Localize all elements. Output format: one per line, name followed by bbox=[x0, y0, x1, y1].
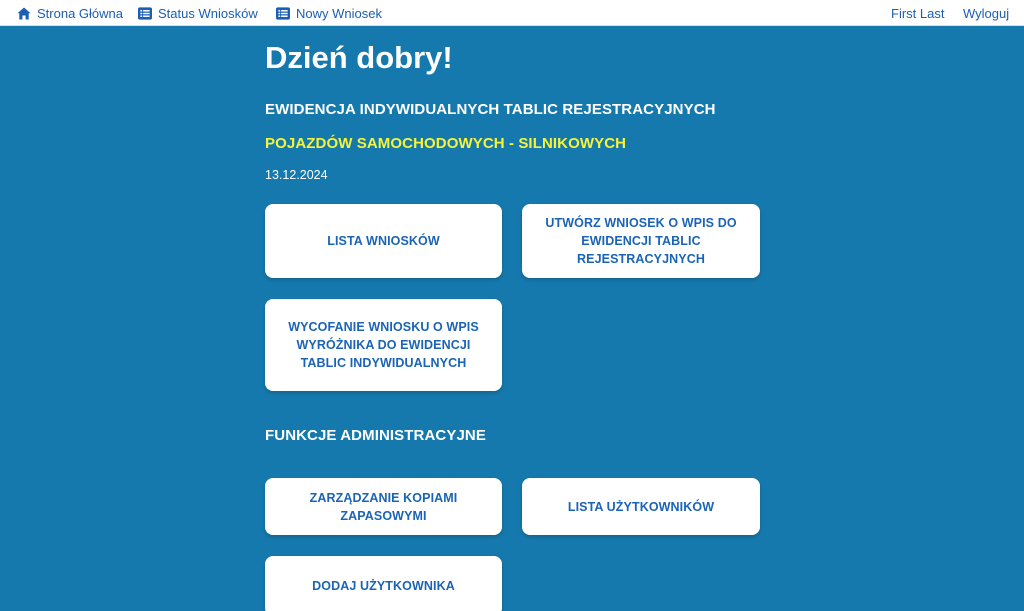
registry-subtitle: POJAZDÓW SAMOCHODOWYCH - SILNIKOWYCH bbox=[265, 135, 627, 152]
nav-new-request-link[interactable] bbox=[276, 6, 382, 21]
nav-home-link[interactable] bbox=[17, 6, 123, 21]
list-icon bbox=[138, 6, 152, 20]
applications-list-tile[interactable]: LISTA WNIOSKÓW bbox=[265, 204, 502, 278]
logout-link[interactable]: Wyloguj bbox=[963, 5, 1010, 21]
withdraw-application-tile[interactable]: WYCOFANIE WNIOSKU O WPIS WYRÓŻNIKA DO EWIDENCJI TABLIC INDYWIDUALNYCH bbox=[265, 299, 502, 391]
home-icon bbox=[17, 6, 31, 20]
admin-section-heading: FUNKCJE ADMINISTRACYJNE bbox=[265, 427, 486, 444]
nav-status-label: Status Wniosków bbox=[158, 5, 258, 21]
current-date: 13.12.2024 bbox=[265, 168, 328, 182]
registry-title: EWIDENCJA INDYWIDUALNYCH TABLIC REJESTRACYJNYCH bbox=[265, 101, 716, 118]
page-title: Dzień dobry! bbox=[265, 40, 453, 75]
create-application-tile[interactable]: UTWÓRZ WNIOSEK O WPIS DO EWIDENCJI TABLIC REJESTRACYJNYCH bbox=[522, 204, 760, 278]
nav-status-link[interactable] bbox=[138, 6, 258, 21]
nav-home-label: Strona Główna bbox=[37, 5, 123, 21]
users-list-tile[interactable]: LISTA UŻYTKOWNIKÓW bbox=[522, 478, 760, 535]
list-icon bbox=[276, 6, 290, 20]
user-name-link[interactable]: First Last bbox=[891, 5, 945, 21]
nav-new-request-label: Nowy Wniosek bbox=[296, 5, 382, 21]
add-user-tile[interactable]: DODAJ UŻYTKOWNIKA bbox=[265, 556, 502, 611]
backup-management-tile[interactable]: ZARZĄDZANIE KOPIAMI ZAPASOWYMI bbox=[265, 478, 502, 535]
top-navbar bbox=[0, 0, 1024, 26]
